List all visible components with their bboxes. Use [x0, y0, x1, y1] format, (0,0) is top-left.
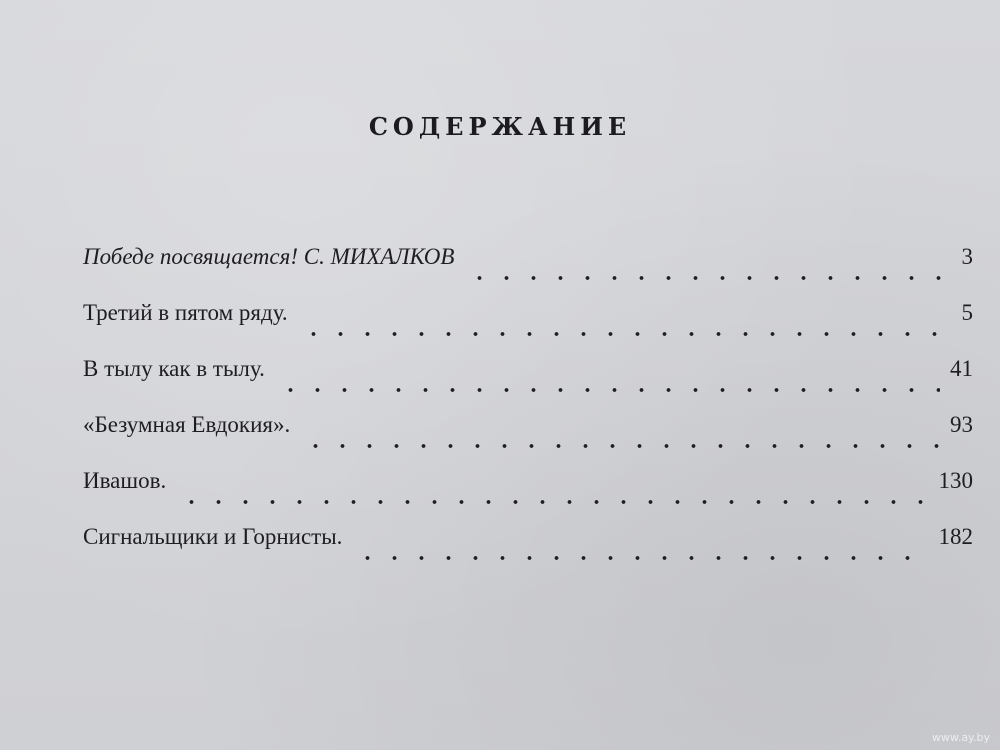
toc-entry	[83, 408, 973, 464]
toc-entry-page: 41	[950, 356, 973, 381]
toc-entry-title: Победе посвящается! С. МИХАЛКОВ	[83, 244, 455, 269]
dot-leader	[354, 556, 928, 560]
watermark: www.ay.by	[931, 731, 990, 744]
toc-entry-title: В тылу как в тылу.	[83, 356, 265, 381]
toc-entry-page: 3	[961, 244, 973, 269]
toc-entry	[83, 352, 973, 408]
dot-leader	[300, 332, 943, 336]
toc-entry-page: 182	[938, 524, 973, 549]
dot-leader	[277, 388, 940, 392]
toc-entry-page: 93	[950, 412, 973, 437]
table-of-contents	[83, 240, 973, 576]
page-title: СОДЕРЖАНИЕ	[368, 112, 632, 141]
toc-entry-title: Ивашов.	[83, 468, 167, 493]
toc-entry-title: Третий в пятом ряду.	[83, 300, 288, 325]
toc-entry	[83, 296, 973, 352]
toc-entry	[83, 520, 973, 576]
toc-entry-page: 5	[961, 300, 973, 325]
toc-entry	[83, 464, 973, 520]
toc-entry-title: Сигнальщики и Горнисты.	[83, 524, 343, 549]
dot-leader	[302, 444, 940, 448]
toc-entry	[83, 240, 973, 296]
dot-leader	[178, 500, 928, 504]
toc-entry-title: «Безумная Евдокия».	[83, 412, 291, 437]
dot-leader	[466, 276, 943, 280]
toc-entry-page: 130	[938, 468, 973, 493]
